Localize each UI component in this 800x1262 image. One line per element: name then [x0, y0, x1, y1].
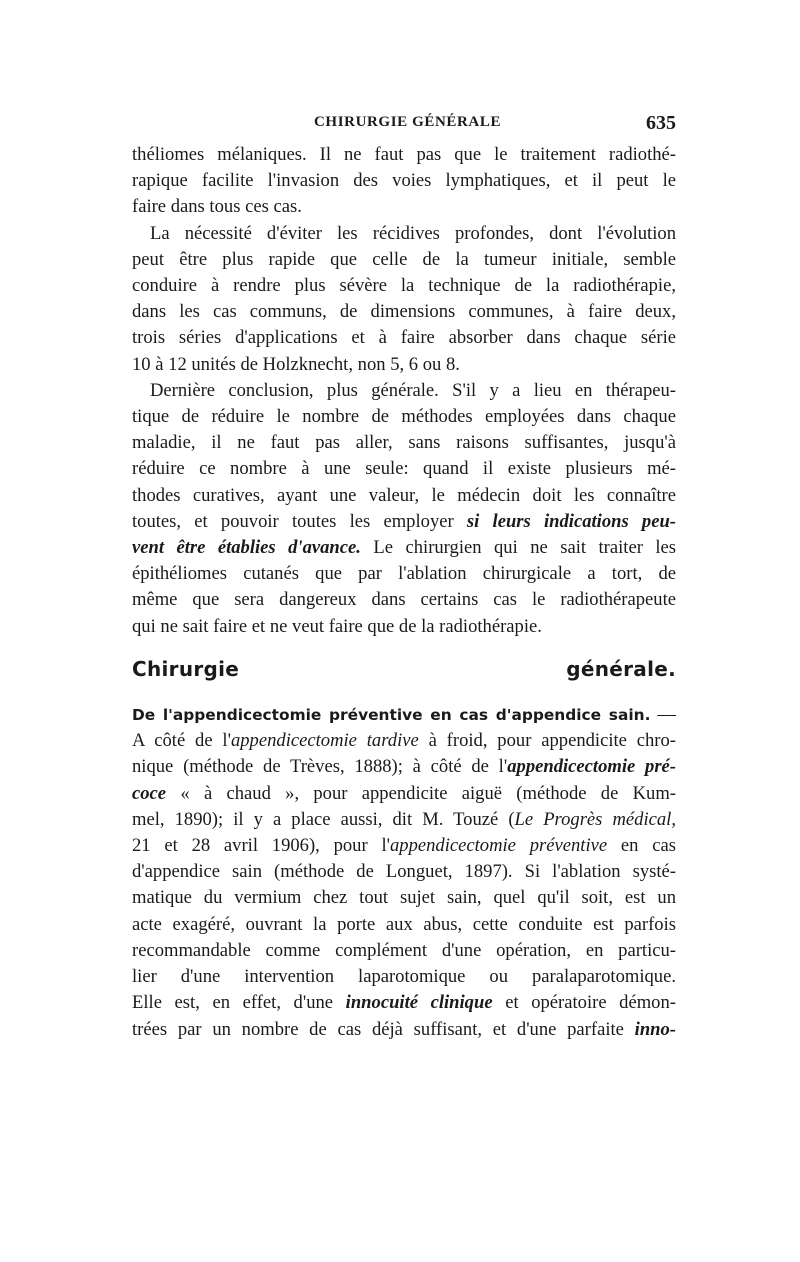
- text-line: [132, 781, 676, 807]
- text-line: peut être plus rapide que celle de la tumeur initiale, semble: [132, 248, 676, 270]
- text-line: lier d'une intervention laparotomique ou paralaparotomique.: [132, 966, 676, 988]
- text-line: faire dans tous ces cas.: [132, 196, 302, 218]
- text-run: Le chirurgien qui ne sait traiter les: [373, 537, 676, 559]
- text-run: A côté de l': [132, 730, 231, 752]
- running-title: CHIRURGIE GÉNÉRALE: [314, 114, 502, 130]
- page: [132, 112, 676, 1043]
- text-line: [132, 754, 676, 780]
- text-line: 10 à 12 unités de Holzknecht, non 5, 6 ou 8.: [132, 353, 460, 375]
- text-line: La nécessité d'éviter les récidives profondes, dont l'évolution: [150, 222, 676, 244]
- italic-run: appendicectomie préventive: [389, 835, 608, 857]
- text-line: [132, 702, 676, 728]
- paragraph-3: [132, 378, 676, 640]
- italic-run: appendicectomie tardive: [230, 730, 419, 752]
- text-run: « à chaud », pour appendicite aiguë (méthode de Kum-: [180, 782, 677, 804]
- text-run: mel, 1890); il y a place aussi, dit M. Touzé (: [132, 808, 515, 830]
- text-line: théliomes mélaniques. Il ne faut pas que le traitement radiothé-: [132, 144, 676, 165]
- italic-run: coce: [132, 782, 167, 804]
- text-run: toutes, et pouvoir toutes les employer: [132, 510, 454, 532]
- italic-run: appendicectomie pré-: [507, 756, 677, 778]
- text-line: [132, 509, 676, 535]
- italic-run: inno-: [634, 1018, 676, 1040]
- text-line: qui ne sait faire et ne veut faire que de la radiothérapie.: [132, 615, 542, 637]
- text-line: épithéliomes cutanés que par l'ablation chirurgicale a tort, de: [132, 563, 676, 585]
- text-run: à froid, pour appendicite chro-: [428, 730, 676, 752]
- text-line: [132, 535, 676, 561]
- paragraph-1: [132, 142, 676, 221]
- text-line: Dernière conclusion, plus générale. S'il y a lieu en thérapeu-: [150, 379, 676, 401]
- italic-run: vent être établies d'avance.: [132, 537, 361, 559]
- text-run: Elle est, en effet, d'une: [132, 992, 334, 1014]
- text-line: [132, 807, 676, 833]
- running-head: [132, 112, 676, 142]
- text-line: matique du vermium chez tout sujet sain, quel qu'il soit, est un: [132, 887, 676, 909]
- text-line: [132, 990, 676, 1016]
- text-line: [132, 1017, 676, 1043]
- page-number: 635: [646, 112, 676, 134]
- text-line: trois séries d'applications et à faire absorber dans chaque série: [132, 327, 676, 349]
- text-line: d'appendice sain (méthode de Longuet, 1897). Si l'ablation systé-: [132, 861, 676, 883]
- text-line: même que sera dangereux dans certains cas le radiothérapeute: [132, 589, 676, 611]
- text-line: [132, 728, 676, 754]
- text-line: acte exagéré, ouvrant la porte aux abus, cette conduite est parfois: [132, 913, 676, 935]
- paragraph-article: [132, 702, 676, 1043]
- text-run: et opératoire démon-: [505, 992, 676, 1014]
- text-line: dans les cas communs, de dimensions communes, à faire deux,: [132, 301, 676, 323]
- body-text: [132, 142, 676, 1043]
- text-line: rapique facilite l'invasion des voies lymphatiques, et il peut le: [132, 170, 676, 192]
- text-run: en cas: [620, 835, 676, 857]
- text-line: réduire ce nombre à une seule: quand il existe plusieurs mé-: [132, 458, 676, 480]
- text-run: 21 et 28 avril 1906), pour l': [132, 835, 390, 857]
- section-heading: Chirurgie générale.: [132, 656, 676, 681]
- italic-run: innocuité clinique: [345, 992, 493, 1014]
- text-line: [132, 833, 676, 859]
- article-title: De l'appendicectomie préventive en cas d'appendice sain.: [132, 706, 651, 725]
- italic-run: si leurs indications peu-: [466, 510, 676, 532]
- text-line: conduire à rendre plus sévère la technique de la radiothérapie,: [132, 275, 676, 297]
- paragraph-2: [132, 221, 676, 378]
- text-line: recommandable comme complément d'une opération, en particu-: [132, 939, 676, 961]
- title-dash: —: [657, 704, 676, 726]
- italic-run: Le Progrès médical,: [514, 808, 676, 830]
- text-line: thodes curatives, ayant une valeur, le médecin doit les connaître: [132, 484, 676, 506]
- text-line: maladie, il ne faut pas aller, sans raisons suffisantes, jusqu'à: [132, 432, 676, 454]
- text-run: nique (méthode de Trèves, 1888); à côté de l': [132, 756, 508, 778]
- text-line: tique de réduire le nombre de méthodes employées dans chaque: [132, 406, 676, 428]
- text-run: trées par un nombre de cas déjà suffisant, et d'une parfaite: [132, 1018, 624, 1040]
